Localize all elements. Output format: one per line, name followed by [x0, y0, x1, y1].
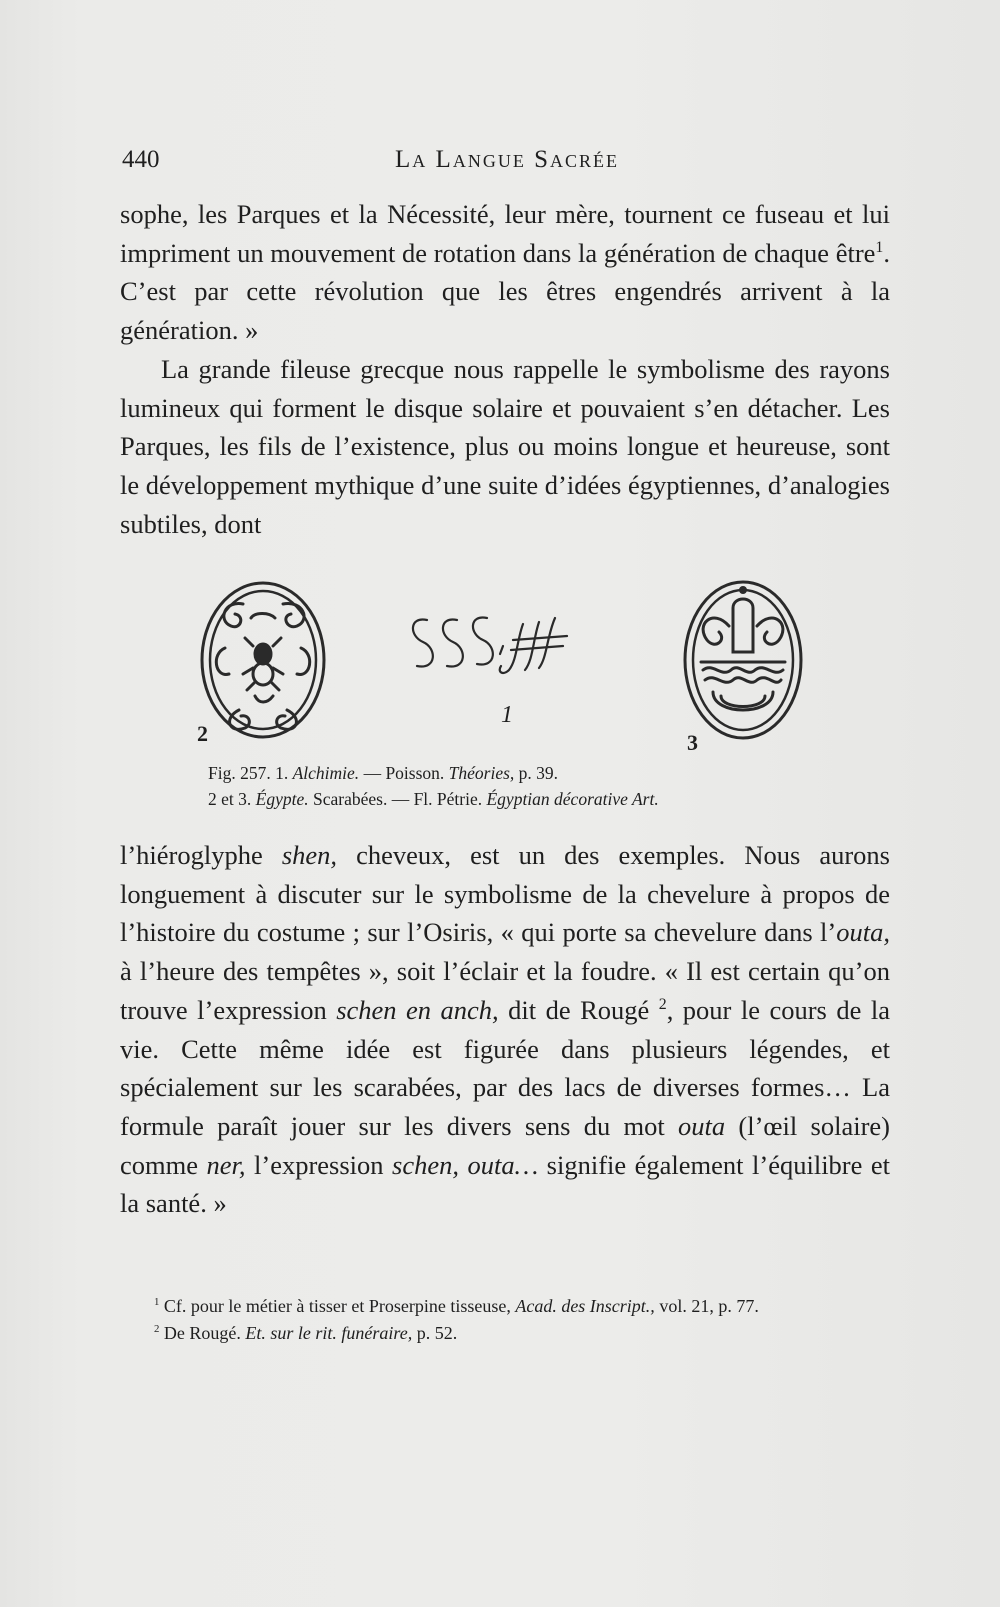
footnotes	[118, 1293, 894, 1347]
figure-illustration	[195, 578, 835, 758]
page-header	[122, 146, 892, 180]
body-text-bottom	[120, 836, 890, 1223]
paragraph: La grande fileuse grecque nous rappelle le symbolisme des rayons lumineux qui forment le disque solaire et pouvaient s’en détacher. Les Parques, les fils de l’existence, plus ou moins longue et heureuse, sont le développement mythique d’une suite d’idées égyptiennes, d’analogies subtiles, dont	[120, 353, 890, 539]
page-number: 440	[122, 146, 160, 173]
figure-label-3: 3	[687, 730, 698, 755]
footnote-ref-2: 2	[658, 995, 667, 1013]
figure-caption	[120, 760, 900, 812]
footnote-ref-1: 1	[875, 238, 884, 256]
scarab-3-icon	[685, 582, 801, 738]
paragraph: l’hiéroglyphe shen, cheveux, est un des exemples. Nous aurons longuement à discuter sur le symbolisme de la chevelure à propos de l’histoire du costume ; sur l’Osiris, « qui porte sa chevelure dans l’outa, à l’heure des tempêtes », soit l’éclair et la foudre. « Il est certain qu’on trouve l’expression schen en anch, dit de Rougé $^2$, pour le cours de la vie. Cette même idée est figurée dans plusieurs légendes, et spécialement sur les scarabées, par des lacs de diverses formes… La formule paraît jouer sur les divers sens du mot outa (l’œil solaire) comme ner, l’expression schen, outa… signifie également l’équilibre et la santé. »	[120, 840, 891, 1219]
footnote-2: $^2$ De Rougé. Et. sur le rit. funéraire, p. 52.	[154, 1323, 458, 1343]
running-title: La Langue Sacrée	[395, 146, 619, 173]
figure-label-2: 2	[197, 721, 208, 746]
footnote-1: $^1$ Cf. pour le métier à tisser et Proserpine tisseuse, Acad. des Inscript., vol. 21, p. 77.	[154, 1296, 759, 1316]
alchemical-sign-icon	[413, 617, 567, 672]
figure-257	[195, 578, 835, 758]
paragraph-continuation: sophe, les Parques et la Nécessité, leur mère, tournent ce fuseau et lui impriment un mouvement de rotation dans la génération de chaque être$^1$. C’est par cette révolution que les êtres engendrés arrivent à la génération. »	[120, 199, 890, 346]
scarab-2-icon	[202, 583, 324, 737]
caption-line-1: Fig. 257. 1. Alchimie. — Poisson. Théories, p. 39.	[208, 763, 559, 783]
figure-label-1: 1	[501, 702, 513, 728]
caption-line-2: 2 et 3. Égypte. Scarabées. — Fl. Pétrie. Égyptian décorative Art.	[208, 789, 659, 809]
body-text-top	[120, 195, 890, 543]
